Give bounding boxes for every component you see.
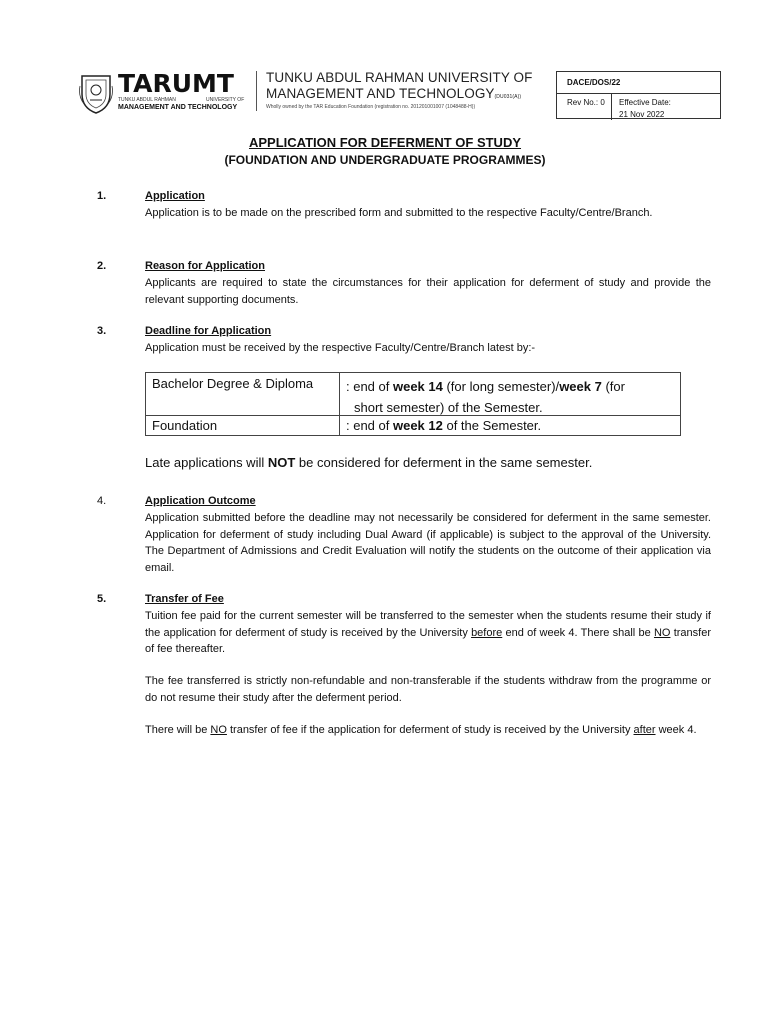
section-1-text: Application is to be made on the prescribed form and submitted to the respective Faculty/Centre/Branch.: [145, 207, 653, 219]
section-1-heading: Application: [145, 190, 205, 202]
section-1-number: 1.: [97, 190, 107, 202]
fee-text: transfer of fee if the application for deferment of study is received by the University: [226, 724, 634, 736]
document-code: DACE/DOS/22: [567, 78, 621, 87]
brand-sub-right: UNIVERSITY OF: [206, 97, 245, 103]
university-suffix: (DU031(A)): [494, 94, 522, 100]
section-5-number: 5.: [97, 593, 107, 605]
fee-emphasis: NO: [653, 626, 671, 639]
deadline-text: : end of: [346, 418, 393, 433]
section-3-text: Application must be received by the respective Faculty/Centre/Branch latest by:-: [145, 342, 536, 354]
section-5-paragraph-3: [145, 722, 711, 739]
fee-emphasis: before: [471, 626, 503, 639]
row-foundation-deadline: [346, 418, 541, 433]
effective-date-label: Effective Date:: [619, 98, 671, 107]
university-name-line1: TUNKU ABDUL RAHMAN UNIVERSITY OF: [266, 70, 533, 85]
brand-wordmark: TARUMT: [118, 69, 234, 98]
tarumt-logo: [78, 70, 248, 118]
fee-text: There will be: [145, 724, 211, 736]
table-column-divider: [339, 373, 340, 435]
header-divider: [256, 71, 257, 111]
fee-emphasis: NO: [210, 724, 227, 736]
fee-text: transfer of fee thereafter.: [145, 626, 711, 655]
document-subtitle: (FOUNDATION AND UNDERGRADUATE PROGRAMMES): [224, 153, 546, 167]
late-note-text: Late applications will: [145, 455, 268, 470]
section-4-heading: Application Outcome: [145, 495, 256, 507]
row-bachelor-deadline: [346, 376, 625, 418]
section-3-heading: Deadline for Application: [145, 325, 272, 337]
reference-divider: [611, 94, 612, 120]
section-5-heading: Transfer of Fee: [145, 593, 224, 605]
row-bachelor-deadline-line2: short semester) of the Semester.: [354, 400, 543, 415]
row-foundation-label: Foundation: [152, 418, 218, 433]
revision-number: Rev No.: 0: [567, 98, 605, 107]
university-crest-icon: [78, 72, 114, 114]
effective-date-cell: [619, 97, 671, 121]
section-2-number: 2.: [97, 260, 107, 272]
fee-text: end of week 4. There shall be: [502, 626, 654, 639]
effective-date-value: 21 Nov 2022: [619, 110, 665, 119]
deadline-text: (for: [601, 379, 625, 394]
document-title: APPLICATION FOR DEFERMENT OF STUDY: [248, 135, 522, 150]
deadline-text: : end of: [346, 379, 393, 394]
fee-text: week 4.: [655, 724, 697, 736]
brand-sub-left: TUNKU ABDUL RAHMAN: [118, 97, 176, 103]
university-name-line2: [266, 86, 533, 105]
brand-bottom-text: MANAGEMENT AND TECHNOLOGY: [118, 104, 238, 111]
section-4-text: Application submitted before the deadline may not necessarily be considered for deferment in the same semester. Application for deferment of study including Dual Award (if applicable) is subject to the approval of the University. The Department of Admissions and Credit Evaluation will notify the students on the outcome of their application via email.: [145, 512, 711, 574]
section-5-paragraph-1: [145, 608, 711, 658]
late-note-text: be considered for deferment in the same semester.: [295, 455, 593, 470]
university-ownership-note: Wholly owned by the TAR Education Foundation (registration no. 201201001007 (1048488-H)): [266, 104, 476, 110]
deadline-week: week 7: [559, 379, 602, 394]
row-bachelor-label: Bachelor Degree & Diploma: [152, 376, 314, 391]
deadline-table: [145, 372, 681, 436]
university-name-line2-text: MANAGEMENT AND TECHNOLOGY: [266, 86, 495, 101]
section-5-paragraph-2: The fee transferred is strictly non-refundable and non-transferable if the students withdraw from the programme or do not resume their study after the deferment period.: [145, 675, 711, 704]
university-name: [266, 70, 533, 105]
section-2-heading: Reason for Application: [145, 260, 265, 272]
fee-emphasis: after: [633, 724, 656, 736]
fee-text: Tuition fee paid for the current semester will be transferred to the semester when the students resume their study if the application for deferment of study is received by the University: [145, 610, 711, 639]
deadline-week: week 12: [392, 418, 443, 433]
deadline-text: of the Semester.: [442, 418, 542, 433]
section-3-number: 3.: [97, 325, 107, 337]
deadline-week: week 14: [392, 379, 443, 394]
section-2-text: Applicants are required to state the circumstances for their application for deferment of study and provide the relevant supporting documents.: [145, 277, 711, 306]
late-note-emphasis: NOT: [267, 455, 296, 470]
section-4-number: 4.: [97, 495, 107, 507]
late-application-note: [145, 455, 592, 470]
deadline-text: (for long semester)/: [442, 379, 560, 394]
document-reference-box: [556, 71, 721, 119]
row-bachelor-deadline-line1: [346, 376, 625, 397]
